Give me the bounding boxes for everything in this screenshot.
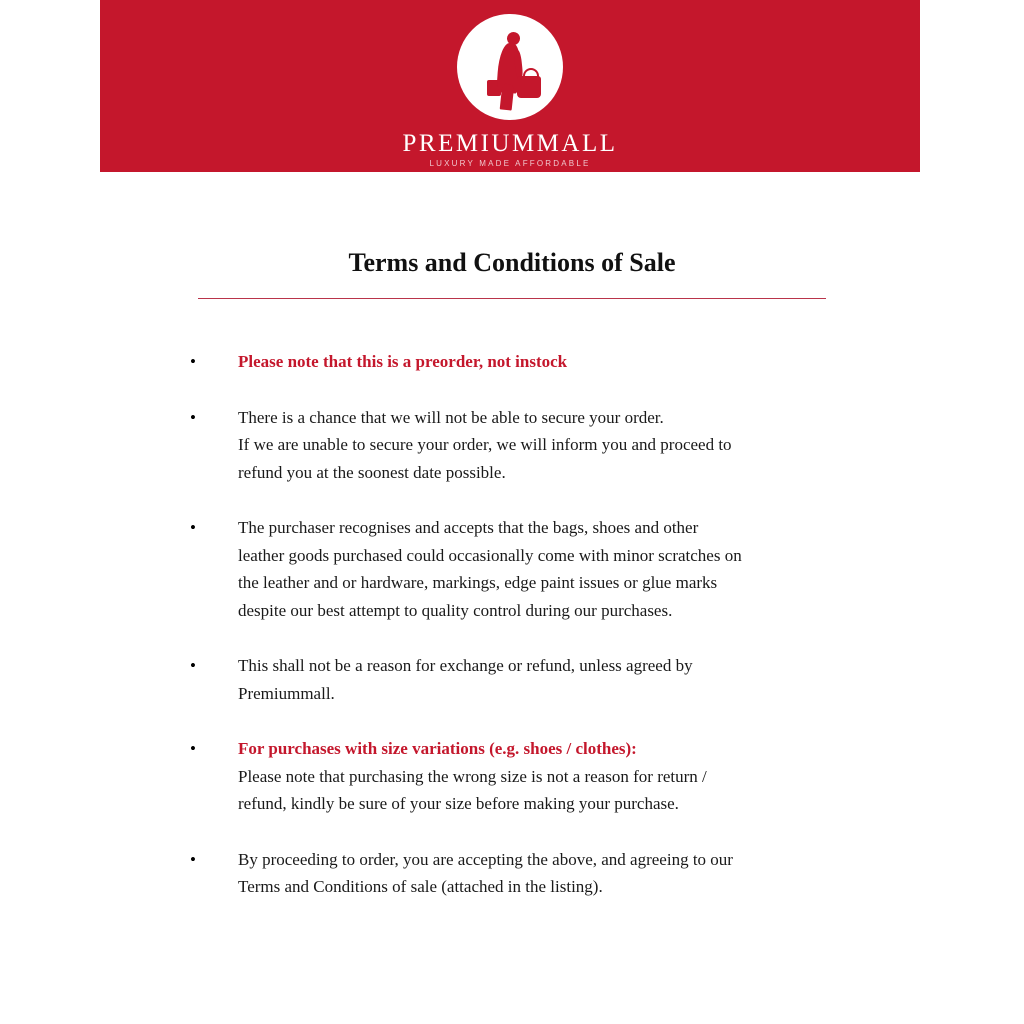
terms-list-item — [190, 652, 850, 707]
terms-item-line: If we are unable to secure your order, we will inform you and proceed to — [238, 435, 732, 454]
terms-item-line: There is a chance that we will not be able to secure your order. — [238, 407, 664, 427]
terms-item-text — [238, 404, 850, 487]
terms-item-line: refund you at the soonest date possible. — [238, 462, 506, 482]
terms-item-text — [238, 735, 850, 818]
bullet-icon: • — [190, 352, 196, 371]
terms-list-item — [190, 846, 850, 901]
terms-item-heading: For purchases with size variations (e.g. shoes / clothes): — [238, 739, 637, 758]
title-divider — [198, 298, 826, 299]
bullet-icon: • — [190, 656, 196, 675]
terms-item-text — [238, 846, 850, 901]
bullet-icon: • — [190, 739, 196, 758]
terms-item-line: Please note that this is a preorder, not instock — [238, 352, 568, 371]
terms-item-text — [238, 514, 850, 624]
woman-with-handbag-silhouette-icon — [457, 14, 563, 120]
terms-list-item — [190, 348, 850, 376]
terms-list-item — [190, 735, 850, 818]
terms-item-line: leather goods purchased could occasionally come with minor scratches on — [238, 545, 742, 565]
brand-name: PREMIUMMALL — [402, 130, 618, 157]
terms-item-line: The purchaser recognises and accepts that the bags, shoes and other — [238, 518, 699, 537]
terms-item-text — [238, 652, 850, 707]
page-title: Terms and Conditions of Sale — [348, 248, 676, 277]
bullet-icon: • — [190, 407, 196, 427]
terms-item-line: refund, kindly be sure of your size before making your purchase. — [238, 794, 679, 813]
terms-item-line: Please note that purchasing the wrong size is not a reason for return / — [238, 766, 707, 786]
terms-item-line: despite our best attempt to quality control during our purchases. — [238, 600, 673, 620]
header-banner — [100, 0, 920, 172]
bullet-icon: • — [190, 849, 196, 869]
terms-item-line: By proceeding to order, you are accepting the above, and agreeing to our — [238, 849, 733, 869]
brand-logo — [100, 14, 920, 168]
terms-item-line: Terms and Conditions of sale (attached in the listing). — [238, 877, 603, 896]
terms-item-line: Premiummall. — [238, 683, 335, 703]
terms-item-text — [238, 348, 850, 376]
terms-list-item — [190, 404, 850, 487]
terms-list — [190, 348, 850, 929]
bullet-icon: • — [190, 518, 196, 537]
brand-tagline: LUXURY MADE AFFORDABLE — [429, 159, 591, 168]
terms-item-line: the leather and or hardware, markings, edge paint issues or glue marks — [238, 573, 718, 592]
terms-list-item — [190, 514, 850, 624]
terms-item-line: This shall not be a reason for exchange or refund, unless agreed by — [238, 656, 693, 675]
